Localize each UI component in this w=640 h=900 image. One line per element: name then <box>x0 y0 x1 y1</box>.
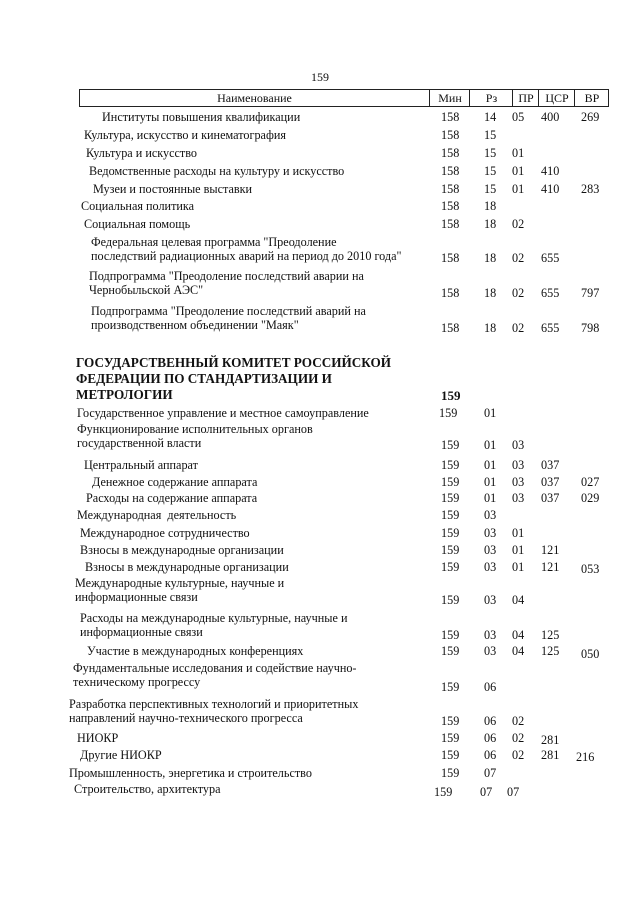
row-name: Международная деятельность <box>77 508 237 522</box>
row-csr: 037 <box>541 491 560 505</box>
row-pr: 03 <box>512 438 525 452</box>
row-name: Функционирование исполнительных органов государственной власти <box>77 422 313 450</box>
row-name: НИОКР <box>77 731 119 745</box>
row-csr: 037 <box>541 475 560 489</box>
row-pr: 03 <box>512 475 525 489</box>
row-rz: 06 <box>484 731 497 745</box>
row-min: 158 <box>441 251 460 265</box>
row-vr: 027 <box>581 475 600 489</box>
row-name: Строительство, архитектура <box>74 782 221 796</box>
row-rz: 01 <box>484 475 497 489</box>
row-rz: 07 <box>480 785 493 799</box>
row-name: Федеральная целевая программа "Преодоление последствий радиационных аварий на период до 2010 года" <box>91 235 402 263</box>
row-vr: 053 <box>581 562 600 576</box>
row-pr: 01 <box>512 560 525 574</box>
row-rz: 03 <box>484 628 497 642</box>
row-pr: 03 <box>512 458 525 472</box>
row-name: Ведомственные расходы на культуру и искусство <box>89 164 345 178</box>
row-name: Взносы в международные организации <box>80 543 284 557</box>
row-min: 159 <box>441 644 460 658</box>
row-rz: 06 <box>484 748 497 762</box>
row-min: 159 <box>441 438 460 452</box>
row-vr: 050 <box>581 647 600 661</box>
row-csr: 125 <box>541 628 560 642</box>
row-min: 159 <box>434 785 453 799</box>
row-pr: 02 <box>512 748 525 762</box>
row-min: 159 <box>441 593 460 607</box>
header-min: Мин <box>429 90 470 106</box>
row-min: 159 <box>441 491 460 505</box>
row-pr: 02 <box>512 251 525 265</box>
row-pr: 02 <box>512 321 525 335</box>
row-csr: 655 <box>541 286 560 300</box>
row-csr: 655 <box>541 251 560 265</box>
row-pr: 03 <box>512 491 525 505</box>
row-vr: 797 <box>581 286 600 300</box>
row-rz: 01 <box>484 406 497 420</box>
row-rz: 06 <box>484 680 497 694</box>
row-min: 159 <box>441 680 460 694</box>
row-rz: 15 <box>484 146 497 160</box>
row-rz: 18 <box>484 251 497 265</box>
row-name: Расходы на содержание аппарата <box>86 491 258 505</box>
row-rz: 03 <box>484 526 497 540</box>
row-name: Подпрограмма "Преодоление последствий аварии на Чернобыльской АЭС" <box>89 269 364 297</box>
row-pr: 07 <box>507 785 520 799</box>
row-pr: 04 <box>512 628 525 642</box>
row-min: 159 <box>441 714 460 728</box>
row-name: Центральный аппарат <box>84 458 198 472</box>
row-name: Промышленность, энергетика и строительство <box>69 766 312 780</box>
row-name: Культура и искусство <box>86 146 198 160</box>
row-csr: 125 <box>541 644 560 658</box>
row-vr: 269 <box>581 110 600 124</box>
row-pr: 04 <box>512 644 525 658</box>
row-name: Музеи и постоянные выставки <box>93 182 253 196</box>
row-rz: 15 <box>484 164 497 178</box>
row-min: 159 <box>441 560 460 574</box>
row-pr: 01 <box>512 526 525 540</box>
row-name: Расходы на международные культурные, научные и информационные связи <box>80 611 348 639</box>
row-name: Международное сотрудничество <box>80 526 250 540</box>
row-csr: 655 <box>541 321 560 335</box>
row-rz: 03 <box>484 644 497 658</box>
row-rz: 18 <box>484 199 497 213</box>
row-csr: 121 <box>541 543 560 557</box>
row-rz: 03 <box>484 593 497 607</box>
row-min: 159 <box>441 543 460 557</box>
row-pr: 01 <box>512 543 525 557</box>
row-rz: 18 <box>484 321 497 335</box>
row-vr: 283 <box>581 182 600 196</box>
row-min: 158 <box>441 110 460 124</box>
row-min: 158 <box>441 199 460 213</box>
page-number: 159 <box>311 70 329 84</box>
row-name: Другие НИОКР <box>80 748 162 762</box>
header-name: Наименование <box>217 91 292 105</box>
row-name: Фундаментальные исследования и содействие научно- техническому прогрессу <box>73 661 357 689</box>
row-min: 159 <box>441 526 460 540</box>
row-rz: 03 <box>484 543 497 557</box>
row-name: Денежное содержание аппарата <box>92 475 258 489</box>
row-rz: 15 <box>484 182 497 196</box>
row-name: Государственное управление и местное самоуправление <box>77 406 369 420</box>
row-pr: 05 <box>512 110 525 124</box>
row-min: 159 <box>441 388 461 403</box>
row-csr: 400 <box>541 110 560 124</box>
row-min: 159 <box>441 766 460 780</box>
row-pr: 01 <box>512 146 525 160</box>
row-pr: 01 <box>512 182 525 196</box>
row-csr: 410 <box>541 164 560 178</box>
row-min: 158 <box>441 321 460 335</box>
row-pr: 02 <box>512 714 525 728</box>
row-name: Подпрограмма "Преодоление последствий аварий на производственном объединении "Маяк" <box>91 304 366 332</box>
row-min: 159 <box>441 628 460 642</box>
header-pr: ПР <box>512 90 539 106</box>
row-min: 158 <box>441 217 460 231</box>
row-name: Участие в международных конференциях <box>87 644 304 658</box>
row-name: Культура, искусство и кинематография <box>84 128 286 142</box>
header-vr: ВР <box>574 90 609 106</box>
row-name: Институты повышения квалификации <box>102 110 301 124</box>
row-min: 159 <box>441 748 460 762</box>
row-rz: 03 <box>484 560 497 574</box>
section-title: ГОСУДАРСТВЕННЫЙ КОМИТЕТ РОССИЙСКОЙ ФЕДЕРАЦИИ ПО СТАНДАРТИЗАЦИИ И МЕТРОЛОГИИ <box>76 355 392 402</box>
row-min: 159 <box>439 406 458 420</box>
row-min: 158 <box>441 182 460 196</box>
row-rz: 01 <box>484 438 497 452</box>
row-min: 159 <box>441 508 460 522</box>
row-vr: 798 <box>581 321 600 335</box>
row-rz: 01 <box>484 458 497 472</box>
row-csr: 410 <box>541 182 560 196</box>
row-min: 159 <box>441 458 460 472</box>
row-min: 158 <box>441 286 460 300</box>
row-name: Международные культурные, научные и информационные связи <box>75 576 285 604</box>
row-name: Социальная политика <box>81 199 195 213</box>
row-vr: 216 <box>576 750 595 764</box>
row-min: 158 <box>441 146 460 160</box>
row-name: Взносы в международные организации <box>85 560 289 574</box>
row-pr: 01 <box>512 164 525 178</box>
row-rz: 14 <box>484 110 497 124</box>
header-csr: ЦСР <box>538 90 575 106</box>
row-rz: 15 <box>484 128 497 142</box>
row-rz: 18 <box>484 217 497 231</box>
row-vr: 029 <box>581 491 600 505</box>
row-min: 158 <box>441 128 460 142</box>
row-rz: 07 <box>484 766 497 780</box>
row-rz: 06 <box>484 714 497 728</box>
row-pr: 04 <box>512 593 525 607</box>
row-csr: 281 <box>541 748 560 762</box>
row-name: Разработка перспективных технологий и приоритетных направлений научно-технического прогресса <box>69 697 359 725</box>
row-pr: 02 <box>512 731 525 745</box>
row-csr: 281 <box>541 733 560 747</box>
row-name: Социальная помощь <box>84 217 191 231</box>
row-pr: 02 <box>512 217 525 231</box>
row-pr: 02 <box>512 286 525 300</box>
row-min: 159 <box>441 475 460 489</box>
header-rz: Рз <box>469 90 513 106</box>
row-min: 158 <box>441 164 460 178</box>
row-rz: 01 <box>484 491 497 505</box>
row-rz: 18 <box>484 286 497 300</box>
row-rz: 03 <box>484 508 497 522</box>
row-csr: 037 <box>541 458 560 472</box>
row-min: 159 <box>441 731 460 745</box>
row-csr: 121 <box>541 560 560 574</box>
